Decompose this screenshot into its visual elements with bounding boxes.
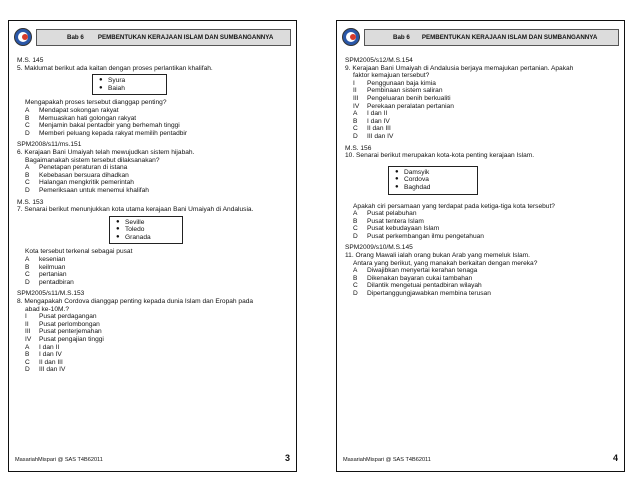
- answer-option[interactable]: D Pusat perkembangan ilmu pengetahuan: [353, 232, 484, 240]
- page-content: [345, 57, 618, 298]
- list-item: ● Seville: [110, 219, 182, 227]
- question-ref: M.S. 153: [17, 198, 44, 206]
- bullet-icon: ●: [395, 183, 399, 190]
- answer-option[interactable]: A I dan II: [25, 343, 60, 351]
- list-item: ● Baiah: [93, 85, 166, 93]
- answer-option[interactable]: D pentadbiran: [25, 278, 74, 286]
- school-logo-icon: [14, 28, 32, 46]
- bullet-icon: ●: [99, 77, 103, 84]
- statement-item: I Pusat perdagangan: [25, 313, 97, 321]
- answer-option[interactable]: D Pemeriksaan untuk menemui khalifah: [25, 186, 149, 194]
- statement-item: II Pembinaan sistem saliran: [353, 87, 443, 95]
- question-text: 11. Orang Mawali ialah orang bukan Arab yang memeluk Islam.: [345, 252, 530, 260]
- bullet-icon: ●: [116, 233, 120, 240]
- question-text: 9. Kerajaan Bani Umaiyah di Andalusia berjaya memajukan pertanian. Apakah: [345, 64, 574, 72]
- question-text: 8. Mengapakah Cordova dianggap penting kepada dunia Islam dan Eropah pada: [17, 298, 254, 306]
- answer-option[interactable]: A Pusat pelabuhan: [353, 210, 417, 218]
- bullet-icon: ●: [116, 226, 120, 233]
- answer-option[interactable]: B I dan IV: [353, 117, 390, 125]
- answer-option[interactable]: D III dan IV: [25, 366, 66, 374]
- question-text: 6. Kerajaan Bani Umaiyah telah mewujudkan sistem hijabah.: [17, 148, 195, 156]
- page-number: 3: [284, 453, 290, 463]
- answer-option[interactable]: C II dan III: [25, 358, 63, 366]
- bullet-icon: ●: [99, 84, 103, 91]
- answer-option[interactable]: B I dan IV: [25, 351, 62, 359]
- question-prompt: Antara yang berikut, yang manakah berkaitan dengan mereka?: [353, 259, 538, 267]
- header-banner: [364, 29, 619, 46]
- page-footer: [343, 453, 618, 463]
- question-ref: SPM2005/s11/M.S.153: [17, 290, 85, 298]
- answer-option[interactable]: C Menjamin bakal pentadbir yang berhemah tinggi: [25, 122, 180, 130]
- answer-option[interactable]: B keilmuan: [25, 263, 66, 271]
- answer-option[interactable]: A kesenian: [25, 256, 66, 264]
- answer-option[interactable]: A I dan II: [353, 110, 388, 118]
- page-3: [8, 20, 297, 472]
- page-number: 4: [612, 453, 618, 463]
- school-logo-icon: [342, 28, 360, 46]
- list-item: ● Baghdad: [389, 184, 477, 192]
- answer-option[interactable]: A Penetapan peraturan di istana: [25, 164, 128, 172]
- page-footer: [15, 453, 290, 463]
- page-header: [342, 27, 619, 47]
- answer-option[interactable]: C Dilantik mengetuai pentadbiran wilayah: [353, 282, 482, 290]
- statement-item: III Pengeluaran benih berkualiti: [353, 94, 451, 102]
- answer-option[interactable]: D Memberi peluang kepada rakyat memilih pentadbir: [25, 129, 188, 137]
- list-item: ● Granada: [110, 234, 182, 242]
- question-prompt: Bagaimanakah sistem tersebut dilaksanakan?: [25, 156, 160, 164]
- answer-option[interactable]: D III dan IV: [353, 132, 394, 140]
- question-ref: SPM2009/s10/M.S.145: [345, 244, 413, 252]
- question-text-continued: faktor kemajuan tersebut?: [353, 72, 430, 80]
- page-content: [17, 57, 290, 374]
- question-prompt: Kota tersebut terkenal sebagai pusat: [25, 248, 133, 256]
- chapter-title: PEMBENTUKAN KERAJAAN ISLAM DAN SUMBANGANNYA: [421, 33, 598, 41]
- footer-credit: MasariahMispari @ SAS T4B62011: [15, 457, 103, 463]
- answer-option[interactable]: C Pusat kebudayaan Islam: [353, 225, 440, 233]
- chapter-title: PEMBENTUKAN KERAJAAN ISLAM DAN SUMBANGANNYA: [97, 33, 274, 41]
- answer-option[interactable]: B Memuaskan hati golongan rakyat: [25, 114, 137, 122]
- answer-option[interactable]: D Dipertanggungjawabkan membina terusan: [353, 290, 491, 298]
- statement-item: I Penggunaan baja kimia: [353, 79, 436, 87]
- page-4: [336, 20, 625, 472]
- answer-option[interactable]: C pertanian: [25, 271, 67, 279]
- answer-option[interactable]: A Mendapat sokongan rakyat: [25, 106, 119, 114]
- answer-option[interactable]: A Diwajibkan menyertai kerahan tenaga: [353, 267, 478, 275]
- question-prompt: Apakah ciri persamaan yang terdapat pada ketiga-tiga kota tersebut?: [353, 202, 555, 210]
- list-item: ● Damsyik: [389, 169, 477, 177]
- header-banner: [36, 29, 291, 46]
- question-text: 10. Senarai berikut merupakan kota-kota penting kerajaan Islam.: [345, 152, 535, 160]
- info-box: [92, 74, 167, 95]
- bullet-icon: ●: [116, 218, 120, 225]
- answer-option[interactable]: B Pusat tentera Islam: [353, 217, 424, 225]
- statement-item: III Pusat penterjemahan: [25, 328, 102, 336]
- question-text: 7. Senarai berikut menunjukkan kota utama kerajaan Bani Umaiyah di Andalusia.: [17, 206, 254, 214]
- question-ref: M.S. 156: [345, 144, 372, 152]
- statement-item: IV Perekaan peralatan pertanian: [353, 102, 454, 110]
- list-item: ● Cordova: [389, 176, 477, 184]
- info-box: [388, 166, 478, 195]
- bullet-icon: ●: [395, 168, 399, 175]
- question-prompt: Mengapakah proses tersebut dianggap penting?: [25, 99, 167, 107]
- answer-option[interactable]: B Kebebasan bersuara dihadkan: [25, 171, 129, 179]
- question-ref: SPM2005/s12/M.S.154: [345, 57, 413, 64]
- chapter-label: Bab 6: [67, 33, 84, 41]
- question-text: 5. Maklumat berikut ada kaitan dengan proses perlantikan khalifah.: [17, 64, 213, 72]
- answer-option[interactable]: B Dikenakan bayaran cukai tambahan: [353, 274, 473, 282]
- list-item: ● Syura: [93, 77, 166, 85]
- answer-option[interactable]: C Halangan mengkritik pemerintah: [25, 179, 134, 187]
- answer-option[interactable]: C II dan III: [353, 125, 391, 133]
- page-header: [14, 27, 291, 47]
- question-ref: M.S. 145: [17, 57, 44, 64]
- statement-item: IV Pusat pengajian tinggi: [25, 336, 104, 343]
- bullet-icon: ●: [395, 176, 399, 183]
- list-item: ● Toledo: [110, 226, 182, 234]
- chapter-label: Bab 6: [393, 33, 410, 41]
- question-text-continued: abad ke-10M.?: [25, 305, 69, 313]
- question-ref: SPM2008/s11/ms.151: [17, 141, 82, 149]
- info-box: [109, 216, 183, 245]
- footer-credit: MasariahMispari @ SAS T4B62011: [343, 457, 431, 463]
- statement-item: II Pusat perlombongan: [25, 320, 100, 328]
